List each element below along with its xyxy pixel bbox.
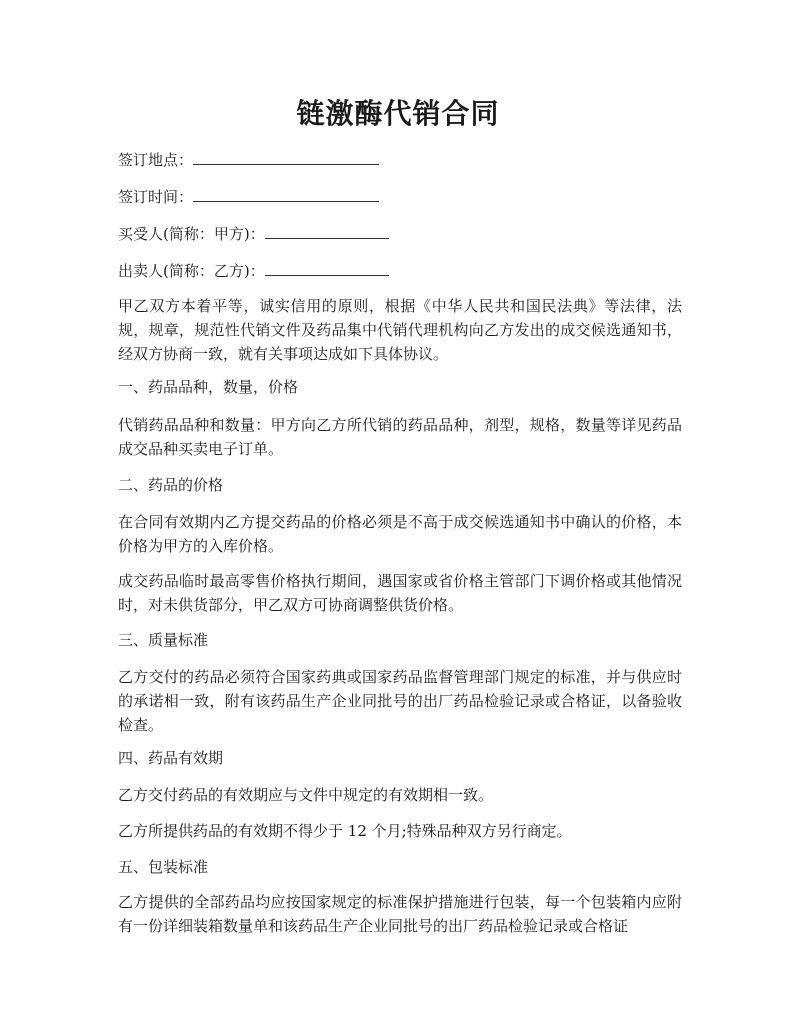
section-4-paragraph-2: 乙方所提供药品的有效期不得少于 12 个月;特殊品种双方另行商定。 bbox=[118, 822, 572, 840]
section-5-paragraph: 乙方提供的全部药品均应按国家规定的标准保护措施进行包装，每一个包装箱内应附有一份详细装箱数量单和该药品生产企业同批号的出厂药品检验记录或合格证 bbox=[118, 893, 682, 935]
seller-label: 出卖人(简称：乙方)： bbox=[118, 262, 265, 280]
signing-place-label: 签订地点： bbox=[118, 151, 194, 169]
seller-line bbox=[118, 261, 389, 281]
section-1-heading: 一、药品品种，数量，价格 bbox=[118, 378, 299, 396]
section-1-paragraph: 代销药品品种和数量：甲方向乙方所代销的药品品种，剂型，规格，数量等详见药品成交品种买卖电子订单。 bbox=[118, 416, 682, 458]
section-2-paragraph-1: 在合同有效期内乙方提交药品的价格必须是不高于成交候选通知书中确认的价格，本价格为甲方的入库价格。 bbox=[118, 513, 682, 555]
section-2-paragraph-2: 成交药品临时最高零售价格执行期间，遇国家或省价格主管部门下调价格或其他情况时，对未供货部分，甲乙双方可协商调整供货价格。 bbox=[118, 572, 682, 614]
section-3-paragraph: 乙方交付的药品必须符合国家药典或国家药品监督管理部门规定的标准，并与供应时的承诺相一致，附有该药品生产企业同批号的出厂药品检验记录或合格证，以备验收检查。 bbox=[118, 668, 682, 734]
intro-paragraph: 甲乙双方本着平等，诚实信用的原则，根据《中华人民共和国民法典》等法律，法规，规章，规范性代销文件及药品集中代销代理机构向乙方发出的成交候选通知书，经双方协商一致，就有关事项达成如下具体协议。 bbox=[118, 297, 682, 363]
seller-blank[interactable] bbox=[265, 261, 389, 276]
buyer-blank[interactable] bbox=[265, 224, 389, 239]
buyer-line bbox=[118, 224, 389, 244]
signing-time-blank[interactable] bbox=[193, 187, 379, 202]
signing-place-line bbox=[118, 150, 379, 170]
document-title: 链激酶代销合同 bbox=[296, 97, 500, 130]
signing-time-label: 签订时间： bbox=[118, 188, 194, 206]
section-4-paragraph-1: 乙方交付药品的有效期应与文件中规定的有效期相一致。 bbox=[118, 786, 494, 804]
section-4-heading: 四、药品有效期 bbox=[118, 749, 224, 767]
section-5-heading: 五、包装标准 bbox=[118, 858, 209, 876]
section-3-heading: 三、质量标准 bbox=[118, 631, 209, 649]
section-2-heading: 二、药品的价格 bbox=[118, 476, 224, 494]
buyer-label: 买受人(简称：甲方)： bbox=[118, 225, 265, 243]
signing-time-line bbox=[118, 187, 379, 207]
signing-place-blank[interactable] bbox=[193, 150, 379, 165]
